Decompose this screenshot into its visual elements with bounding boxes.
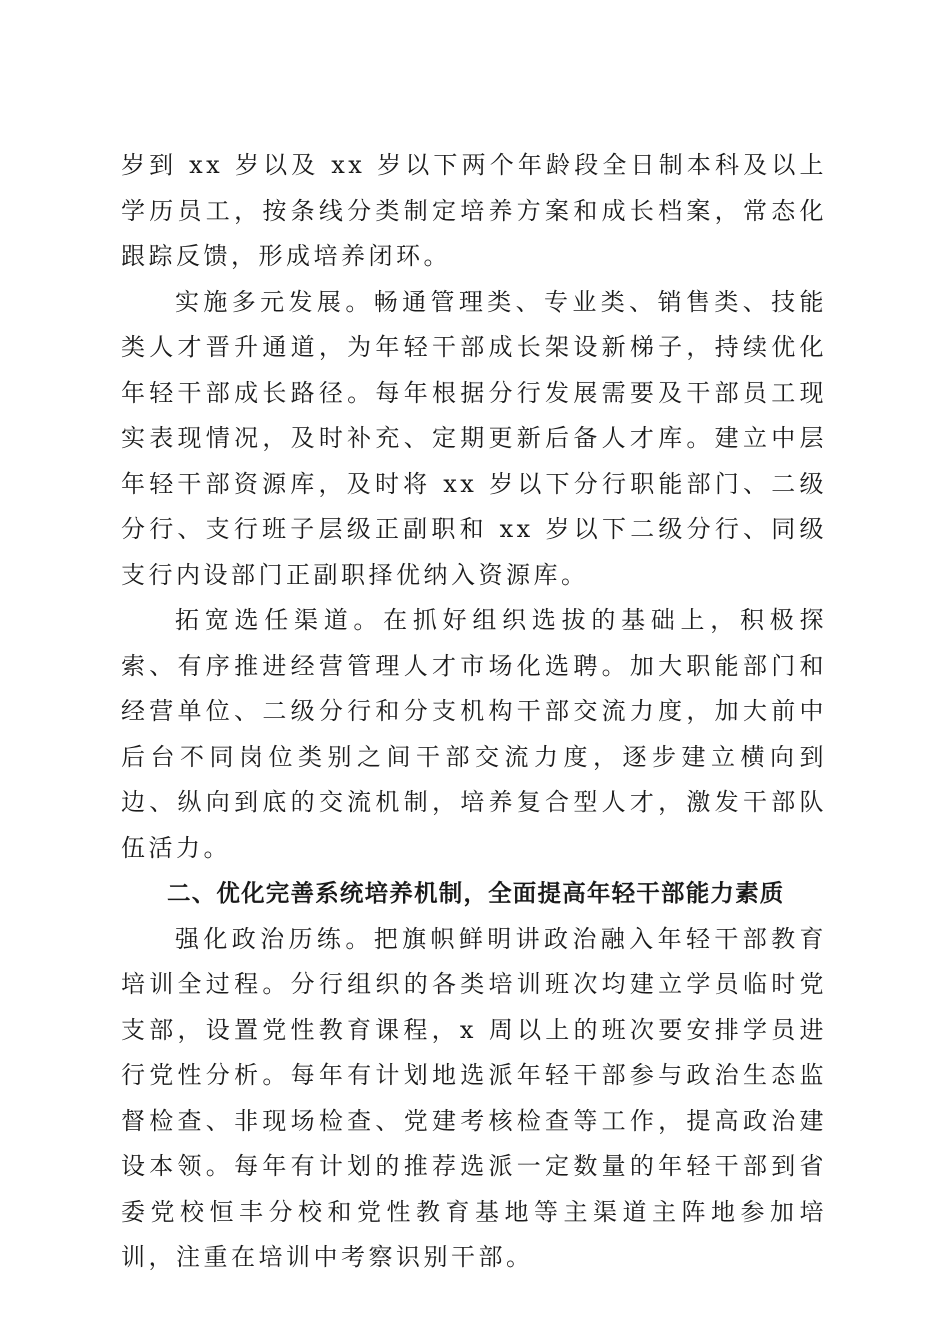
paragraph-political-training: 强化政治历练。把旗帜鲜明讲政治融入年轻干部教育培训全过程。分行组织的各类培训班次均建立学员临时党支部，设置党性教育课程，x 周以上的班次要安排学员进行党性分析。每年有计划地选派年轻干部参与政治生态监督检查、非现场检查、党建考核检查等工作，提高政治建设本领。每年有计划的推荐选派一定数量的年轻干部到省委党校恒丰分校和党性教育基地等主渠道主阵地参加培训，注重在培训中考察识别干部。 bbox=[121, 924, 827, 1271]
paragraph-selection-channels: 拓宽选任渠道。在抓好组织选拔的基础上，积极探索、有序推进经营管理人才市场化选聘。加大职能部门和经营单位、二级分行和分支机构干部交流力度，加大前中后台不同岗位类别之间干部交流力度，逐步建立横向到边、纵向到底的交流机制，培养复合型人才，激发干部队伍活力。 bbox=[121, 606, 827, 862]
section-heading: 二、优化完善系统培养机制，全面提高年轻干部能力素质 bbox=[167, 879, 785, 907]
document-page bbox=[121, 143, 827, 1281]
paragraph-diverse-development: 实施多元发展。畅通管理类、专业类、销售类、技能类人才晋升通道，为年轻干部成长架设新梯子，持续优化年轻干部成长路径。每年根据分行发展需要及干部员工现实表现情况，及时补充、定期更新后备人才库。建立中层年轻干部资源库，及时将 xx 岁以下分行职能部门、二级分行、支行班子层级正副职和 xx 岁以下二级分行、同级支行内设部门正副职择优纳入资源库。 bbox=[121, 287, 827, 589]
paragraph-continued: 岁到 xx 岁以及 xx 岁以下两个年龄段全日制本科及以上学历员工，按条线分类制定培养方案和成长档案，常态化跟踪反馈，形成培养闭环。 bbox=[121, 151, 827, 270]
